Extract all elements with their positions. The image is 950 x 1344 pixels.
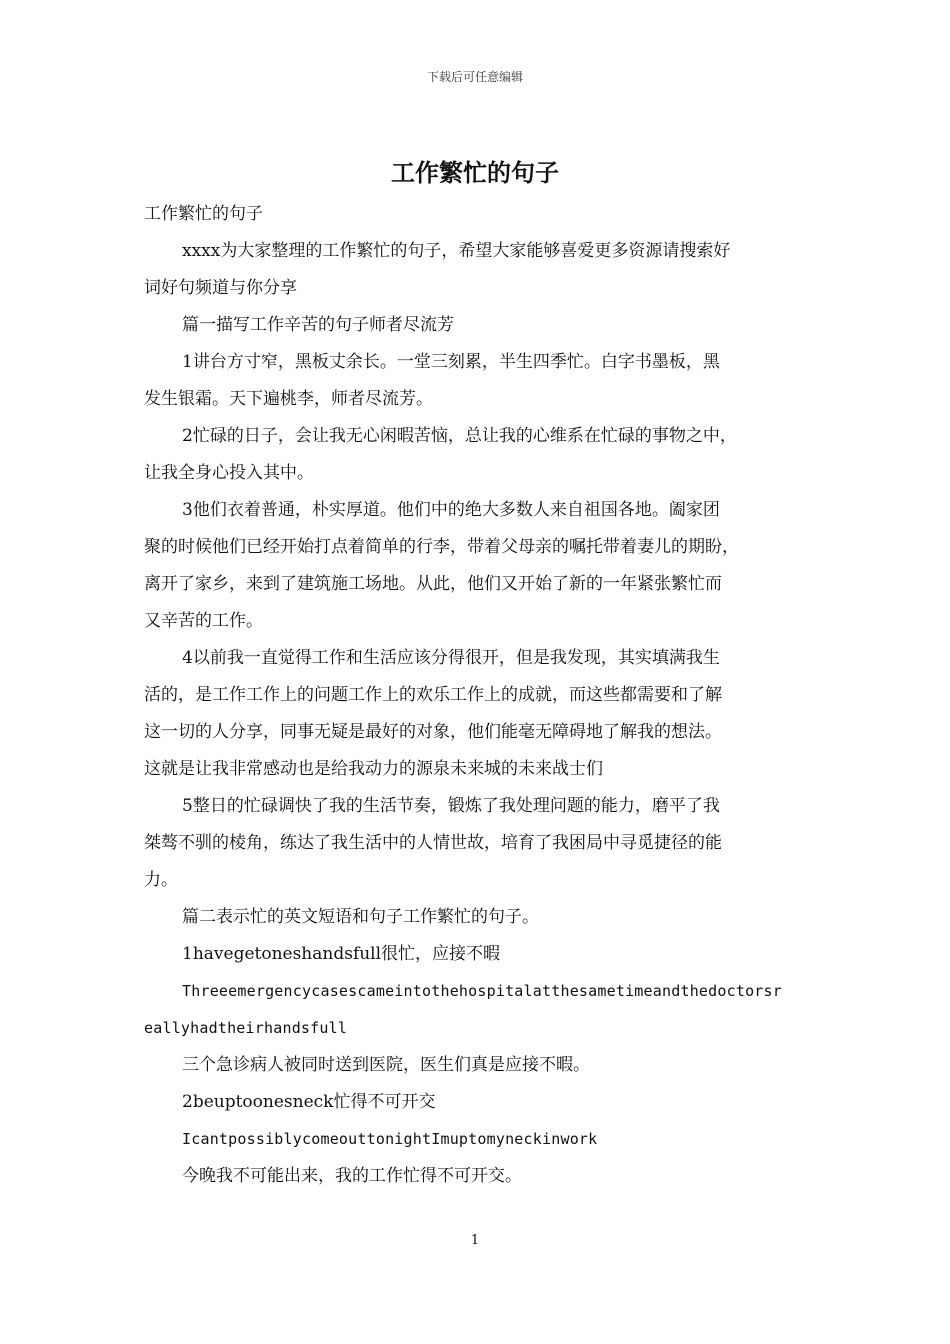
text-line: Threeemergencycasescameintothehospitalatthesametimeandthedoctorsr xyxy=(182,982,782,1000)
text-line: 发生银霜。天下遍桃李，师者尽流芳。 xyxy=(144,389,433,409)
text-line: 1havegetoneshandsfull很忙，应接不暇 xyxy=(182,944,501,964)
text-line: 篇二表示忙的英文短语和句子工作繁忙的句子。 xyxy=(182,907,539,927)
text-line: 这就是让我非常感动也是给我动力的源泉未来城的未来战士们 xyxy=(144,759,603,779)
text-line: 今晚我不可能出来，我的工作忙得不可开交。 xyxy=(182,1166,522,1186)
text-line: 3他们衣着普通，朴实厚道。他们中的绝大多数人来自祖国各地。阖家团 xyxy=(182,500,720,520)
text-line: IcantpossiblycomeouttonightImuptomyneckinwork xyxy=(182,1130,598,1148)
header-note: 下载后可任意编辑 xyxy=(426,70,523,84)
text-line: 桀骜不驯的棱角，练达了我生活中的人情世故，培育了我困局中寻觅捷径的能 xyxy=(144,833,722,853)
page-number: 1 xyxy=(470,1233,480,1248)
text-line: 1讲台方寸窄，黑板丈余长。一堂三刻累，半生四季忙。白字书墨板，黑 xyxy=(182,352,720,372)
text-line: 工作繁忙的句子 xyxy=(144,204,263,224)
page-title: 工作繁忙的句子 xyxy=(391,158,559,187)
text-line: 三个急诊病人被同时送到医院，医生们真是应接不暇。 xyxy=(182,1055,590,1075)
text-line: 这一切的人分享，同事无疑是最好的对象，他们能毫无障碍地了解我的想法。 xyxy=(144,722,722,742)
text-line: 5整日的忙碌调快了我的生活节奏，锻炼了我处理问题的能力，磨平了我 xyxy=(182,796,720,816)
text-line: 让我全身心投入其中。 xyxy=(144,463,314,483)
text-line: 聚的时候他们已经开始打点着简单的行李，带着父母亲的嘱托带着妻儿的期盼， xyxy=(144,537,739,557)
text-line: 又辛苦的工作。 xyxy=(144,611,263,631)
text-line: 离开了家乡，来到了建筑施工场地。从此，他们又开始了新的一年紧张繁忙而 xyxy=(144,574,722,594)
text-line: 活的，是工作工作上的问题工作上的欢乐工作上的成就，而这些都需要和了解 xyxy=(144,685,722,705)
text-line: 词好句频道与你分享 xyxy=(144,278,297,298)
text-line: eallyhadtheirhandsfull xyxy=(144,1019,348,1037)
document-body xyxy=(144,196,808,1195)
text-line: 2忙碌的日子，会让我无心闲暇苦恼，总让我的心维系在忙碌的事物之中， xyxy=(182,426,737,446)
text-line: 2beuptoonesneck忙得不可开交 xyxy=(182,1092,436,1112)
text-line: 力。 xyxy=(144,870,178,890)
text-line: 篇一描写工作辛苦的句子师者尽流芳 xyxy=(182,315,454,335)
text-line: xxxx为大家整理的工作繁忙的句子，希望大家能够喜爱更多资源请搜索好 xyxy=(182,241,731,261)
text-line: 4以前我一直觉得工作和生活应该分得很开，但是我发现，其实填满我生 xyxy=(182,648,720,668)
